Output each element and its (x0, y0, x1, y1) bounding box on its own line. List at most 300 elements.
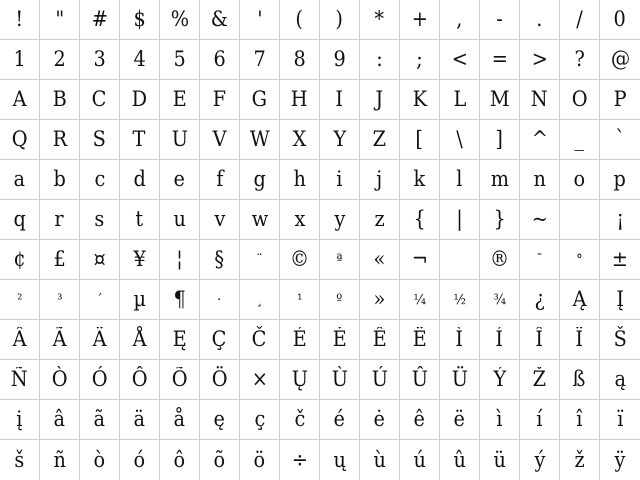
glyph-cell[interactable] (400, 360, 440, 400)
glyph: Č (252, 327, 267, 351)
glyph: ó (133, 447, 146, 472)
glyph-cell[interactable] (160, 160, 200, 200)
glyph-cell[interactable] (240, 400, 280, 440)
glyph: Ò (51, 367, 68, 391)
glyph: · (217, 291, 222, 308)
glyph: ¬ (411, 247, 428, 271)
glyph: i (336, 167, 343, 191)
glyph-cell[interactable] (520, 400, 560, 440)
glyph-cell[interactable] (280, 360, 320, 400)
glyph-cell[interactable] (520, 0, 560, 40)
glyph-cell[interactable] (120, 200, 160, 240)
glyph-cell[interactable] (160, 240, 200, 280)
glyph: g (253, 167, 266, 191)
glyph-cell[interactable] (0, 400, 40, 440)
glyph-cell[interactable] (440, 40, 480, 80)
glyph-cell[interactable] (440, 160, 480, 200)
glyph-cell[interactable] (400, 240, 440, 280)
glyph-cell[interactable] (40, 440, 80, 480)
glyph: x (294, 207, 305, 231)
glyph (456, 249, 463, 270)
glyph-cell[interactable] (80, 320, 120, 360)
glyph-cell[interactable] (160, 320, 200, 360)
glyph-cell[interactable] (0, 200, 40, 240)
glyph: ´ (96, 291, 103, 308)
glyph-cell[interactable] (120, 360, 160, 400)
glyph-cell[interactable] (280, 160, 320, 200)
glyph-cell[interactable] (200, 40, 240, 80)
glyph: Ą (572, 287, 587, 311)
glyph-cell[interactable] (560, 320, 600, 360)
glyph-cell[interactable] (80, 200, 120, 240)
glyph-cell[interactable] (280, 200, 320, 240)
glyph-cell[interactable] (320, 80, 360, 120)
glyph-cell[interactable] (200, 360, 240, 400)
glyph-cell[interactable] (440, 200, 480, 240)
glyph-cell[interactable] (80, 400, 120, 440)
glyph: v (214, 207, 225, 231)
glyph-cell[interactable] (200, 80, 240, 120)
glyph-cell[interactable] (400, 120, 440, 160)
glyph-cell[interactable] (520, 80, 560, 120)
glyph: ą (614, 367, 626, 391)
glyph-cell[interactable] (480, 80, 520, 120)
glyph-cell[interactable] (360, 360, 400, 400)
glyph: å (173, 407, 186, 431)
glyph-cell[interactable] (440, 360, 480, 400)
glyph-cell[interactable] (320, 200, 360, 240)
glyph-cell[interactable] (120, 120, 160, 160)
glyph: 1 (13, 47, 26, 71)
glyph-cell[interactable] (600, 120, 640, 160)
glyph-cell[interactable] (280, 120, 320, 160)
glyph: ± (611, 247, 629, 271)
glyph-cell[interactable] (320, 360, 360, 400)
glyph: Q (11, 127, 28, 151)
glyph-cell[interactable] (160, 200, 200, 240)
glyph-cell[interactable] (520, 40, 560, 80)
glyph-cell[interactable] (200, 440, 240, 480)
glyph-cell[interactable] (360, 440, 400, 480)
glyph-cell[interactable] (80, 160, 120, 200)
glyph-cell[interactable] (240, 280, 280, 320)
glyph-cell[interactable] (120, 280, 160, 320)
glyph: ž (574, 447, 585, 472)
glyph-cell[interactable] (320, 440, 360, 480)
glyph: # (91, 7, 108, 31)
glyph: % (170, 7, 189, 31)
glyph-cell[interactable] (320, 240, 360, 280)
glyph: _ (574, 127, 585, 151)
glyph: Z (372, 127, 387, 151)
glyph-cell[interactable] (600, 240, 640, 280)
glyph: Ä (92, 327, 107, 351)
glyph: Î (535, 327, 544, 351)
glyph-cell[interactable] (560, 360, 600, 400)
glyph-cell[interactable] (240, 440, 280, 480)
glyph: ų (333, 447, 346, 472)
glyph-cell[interactable] (0, 240, 40, 280)
glyph-cell[interactable] (400, 200, 440, 240)
glyph-cell[interactable] (400, 0, 440, 40)
glyph-cell[interactable] (80, 280, 120, 320)
glyph: B (52, 87, 67, 111)
glyph: u (173, 207, 186, 231)
glyph-cell[interactable] (240, 200, 280, 240)
glyph: ì (496, 407, 503, 431)
glyph-cell[interactable] (80, 440, 120, 480)
glyph: ë (453, 407, 466, 431)
glyph: Ę (172, 327, 187, 351)
glyph-cell[interactable] (0, 120, 40, 160)
glyph: * (374, 7, 385, 31)
glyph-cell[interactable] (320, 400, 360, 440)
glyph-cell[interactable] (600, 320, 640, 360)
glyph-cell[interactable] (320, 320, 360, 360)
glyph-cell[interactable] (0, 440, 40, 480)
glyph-cell[interactable] (280, 400, 320, 440)
glyph-cell[interactable] (40, 240, 80, 280)
glyph-cell[interactable] (520, 360, 560, 400)
glyph: k (413, 167, 426, 191)
glyph: × (251, 367, 268, 391)
glyph-cell[interactable] (120, 40, 160, 80)
glyph-cell[interactable] (600, 440, 640, 480)
glyph: ¼ (413, 291, 426, 308)
glyph-cell[interactable] (160, 280, 200, 320)
glyph-cell[interactable] (320, 40, 360, 80)
glyph: & (210, 7, 229, 31)
glyph-cell[interactable] (120, 160, 160, 200)
glyph-cell[interactable] (40, 280, 80, 320)
glyph: ] (495, 127, 504, 151)
glyph-cell[interactable] (320, 280, 360, 320)
glyph-cell[interactable] (0, 80, 40, 120)
glyph-cell[interactable] (480, 400, 520, 440)
glyph: ¿ (534, 287, 545, 311)
glyph-cell[interactable] (480, 440, 520, 480)
glyph-cell[interactable] (240, 240, 280, 280)
glyph-cell[interactable] (40, 120, 80, 160)
glyph-cell[interactable] (200, 200, 240, 240)
glyph-cell[interactable] (160, 120, 200, 160)
glyph: U (171, 127, 188, 151)
glyph-cell[interactable] (80, 40, 120, 80)
glyph-cell[interactable] (360, 240, 400, 280)
glyph-cell[interactable] (360, 280, 400, 320)
glyph-cell[interactable] (560, 440, 600, 480)
glyph-cell[interactable] (240, 120, 280, 160)
glyph-cell[interactable] (440, 400, 480, 440)
glyph: ę (213, 407, 226, 431)
glyph-cell[interactable] (200, 400, 240, 440)
glyph-cell[interactable] (280, 280, 320, 320)
glyph: ė (373, 407, 386, 431)
glyph-cell[interactable] (280, 320, 320, 360)
glyph-cell[interactable] (400, 440, 440, 480)
glyph-cell[interactable] (600, 160, 640, 200)
glyph-cell[interactable] (440, 80, 480, 120)
glyph: ã (93, 407, 106, 431)
glyph: Ë (412, 327, 427, 351)
glyph: â (53, 407, 66, 431)
glyph-cell[interactable] (200, 280, 240, 320)
glyph: E (172, 87, 187, 111)
glyph-cell[interactable] (520, 240, 560, 280)
glyph-cell[interactable] (360, 160, 400, 200)
glyph: Í (495, 327, 504, 351)
glyph-cell[interactable] (400, 40, 440, 80)
glyph-cell[interactable] (440, 440, 480, 480)
glyph-cell[interactable] (200, 240, 240, 280)
glyph: 6 (213, 47, 226, 71)
glyph-cell[interactable] (240, 0, 280, 40)
glyph-cell[interactable] (400, 80, 440, 120)
glyph-cell[interactable] (600, 80, 640, 120)
glyph: Ė (332, 327, 347, 351)
glyph-cell[interactable] (360, 400, 400, 440)
glyph: Š (613, 327, 627, 351)
glyph-cell[interactable] (40, 0, 80, 40)
glyph-cell[interactable] (560, 80, 600, 120)
glyph-cell[interactable] (240, 40, 280, 80)
glyph-cell[interactable] (520, 280, 560, 320)
glyph: a (13, 167, 26, 191)
glyph: Ï (575, 327, 584, 351)
glyph: A (12, 87, 27, 111)
glyph-cell[interactable] (480, 360, 520, 400)
glyph-cell[interactable] (360, 80, 400, 120)
glyph-cell[interactable] (40, 40, 80, 80)
glyph-cell[interactable] (520, 200, 560, 240)
glyph: : (376, 47, 383, 71)
glyph: / (576, 7, 583, 31)
glyph: \ (456, 127, 463, 151)
glyph-cell[interactable] (280, 80, 320, 120)
glyph: e (173, 167, 186, 191)
glyph-cell[interactable] (480, 280, 520, 320)
glyph: ¨ (256, 251, 263, 268)
glyph-cell[interactable] (40, 400, 80, 440)
glyph-cell[interactable] (0, 160, 40, 200)
glyph: n (533, 167, 546, 191)
glyph-cell[interactable] (120, 0, 160, 40)
glyph: d (133, 167, 146, 191)
glyph-cell[interactable] (0, 0, 40, 40)
glyph-cell[interactable] (80, 80, 120, 120)
glyph: ú (413, 447, 426, 472)
glyph: 8 (293, 47, 306, 71)
glyph-cell[interactable] (160, 40, 200, 80)
glyph: m (490, 167, 509, 191)
glyph-cell[interactable] (480, 320, 520, 360)
glyph: ï (616, 407, 624, 431)
glyph-cell[interactable] (480, 0, 520, 40)
glyph: T (133, 127, 146, 151)
glyph-cell[interactable] (200, 160, 240, 200)
glyph-cell[interactable] (560, 120, 600, 160)
glyph: 4 (133, 47, 146, 71)
glyph: ª (336, 251, 343, 268)
glyph-cell[interactable] (560, 0, 600, 40)
glyph-cell[interactable] (40, 160, 80, 200)
glyph-cell[interactable] (400, 400, 440, 440)
glyph: V (212, 127, 227, 151)
glyph-cell[interactable] (560, 40, 600, 80)
glyph-cell[interactable] (560, 240, 600, 280)
glyph-cell[interactable] (480, 40, 520, 80)
glyph: £ (53, 247, 66, 271)
glyph-cell[interactable] (240, 320, 280, 360)
glyph-cell[interactable] (520, 440, 560, 480)
glyph-cell[interactable] (560, 400, 600, 440)
glyph: ô (173, 447, 186, 472)
glyph: ) (335, 7, 344, 31)
glyph-cell[interactable] (120, 440, 160, 480)
glyph: ` (615, 127, 625, 151)
glyph-cell[interactable] (400, 160, 440, 200)
glyph-cell[interactable] (360, 0, 400, 40)
glyph-cell[interactable] (240, 80, 280, 120)
glyph: J (375, 87, 384, 111)
glyph-cell[interactable] (80, 360, 120, 400)
glyph: Ç (212, 327, 227, 351)
glyph-cell[interactable] (400, 320, 440, 360)
glyph-cell[interactable] (320, 120, 360, 160)
glyph: ç (254, 407, 265, 431)
glyph-cell[interactable] (40, 200, 80, 240)
glyph-cell[interactable] (480, 160, 520, 200)
glyph: ÷ (291, 447, 308, 472)
glyph: ² (16, 291, 23, 308)
glyph-cell[interactable] (360, 320, 400, 360)
glyph: h (293, 167, 306, 191)
glyph-cell[interactable] (120, 400, 160, 440)
glyph-cell[interactable] (200, 120, 240, 160)
glyph-cell[interactable] (600, 0, 640, 40)
glyph-cell[interactable] (360, 200, 400, 240)
glyph-cell[interactable] (440, 120, 480, 160)
glyph-cell[interactable] (560, 280, 600, 320)
glyph-cell[interactable] (240, 160, 280, 200)
glyph: " (55, 7, 64, 31)
glyph: ? (574, 47, 585, 71)
glyph-cell[interactable] (160, 80, 200, 120)
glyph-cell[interactable] (200, 320, 240, 360)
glyph-cell[interactable] (320, 160, 360, 200)
glyph: Ý (493, 367, 506, 391)
glyph: { (413, 207, 426, 231)
glyph-cell[interactable] (120, 80, 160, 120)
glyph-cell[interactable] (280, 240, 320, 280)
glyph-cell[interactable] (360, 120, 400, 160)
glyph-cell[interactable] (240, 360, 280, 400)
glyph: ! (15, 7, 24, 31)
glyph-cell[interactable] (600, 400, 640, 440)
glyph-cell[interactable] (440, 240, 480, 280)
glyph: Ô (131, 367, 148, 391)
glyph: Ó (91, 367, 108, 391)
glyph: Į (616, 287, 624, 311)
glyph-cell[interactable] (360, 40, 400, 80)
glyph-cell[interactable] (40, 80, 80, 120)
glyph: Ù (331, 367, 348, 391)
glyph-cell[interactable] (560, 200, 600, 240)
glyph: į (16, 407, 23, 431)
glyph: 3 (93, 47, 106, 71)
glyph: 9 (333, 47, 346, 71)
glyph-cell[interactable] (120, 320, 160, 360)
glyph-cell[interactable] (480, 200, 520, 240)
glyph-cell[interactable] (520, 120, 560, 160)
glyph: ¦ (176, 247, 183, 271)
glyph-cell[interactable] (320, 0, 360, 40)
glyph-cell[interactable] (600, 360, 640, 400)
glyph-cell[interactable] (280, 0, 320, 40)
glyph: c (94, 167, 105, 191)
glyph-cell[interactable] (480, 120, 520, 160)
glyph-cell[interactable] (80, 0, 120, 40)
glyph: w (251, 207, 268, 231)
glyph: ~ (531, 207, 548, 231)
glyph-cell[interactable] (440, 320, 480, 360)
glyph-cell[interactable] (40, 360, 80, 400)
glyph-cell[interactable] (160, 440, 200, 480)
glyph-cell[interactable] (280, 440, 320, 480)
glyph-cell[interactable] (0, 320, 40, 360)
glyph: b (53, 167, 66, 191)
glyph: Å (132, 327, 147, 351)
glyph-cell[interactable] (520, 320, 560, 360)
glyph: Ì (455, 327, 464, 351)
glyph: ò (93, 447, 106, 472)
glyph-cell[interactable] (520, 160, 560, 200)
glyph: D (131, 87, 148, 111)
glyph-cell[interactable] (400, 280, 440, 320)
glyph: ( (295, 7, 304, 31)
glyph-cell[interactable] (160, 0, 200, 40)
glyph-cell[interactable] (440, 0, 480, 40)
glyph-cell[interactable] (440, 280, 480, 320)
glyph-cell[interactable] (600, 280, 640, 320)
glyph: § (214, 247, 225, 271)
glyph: É (292, 327, 307, 351)
glyph: | (456, 207, 463, 231)
glyph: ä (133, 407, 146, 431)
glyph-cell[interactable] (200, 0, 240, 40)
glyph-cell[interactable] (0, 280, 40, 320)
glyph-cell[interactable] (40, 320, 80, 360)
glyph: Õ (171, 367, 188, 391)
glyph: j (376, 167, 383, 191)
glyph-cell[interactable] (160, 360, 200, 400)
glyph-cell[interactable] (0, 360, 40, 400)
glyph-cell[interactable] (80, 240, 120, 280)
glyph-cell[interactable] (480, 240, 520, 280)
glyph: K (412, 87, 427, 111)
glyph-cell[interactable] (80, 120, 120, 160)
glyph-cell[interactable] (560, 160, 600, 200)
glyph-cell[interactable] (600, 200, 640, 240)
glyph-cell[interactable] (280, 40, 320, 80)
glyph: [ (415, 127, 424, 151)
glyph: ' (256, 7, 263, 31)
glyph-cell[interactable] (600, 40, 640, 80)
glyph-cell[interactable] (120, 240, 160, 280)
glyph: Y (333, 127, 346, 151)
glyph-cell[interactable] (0, 40, 40, 80)
glyph-cell[interactable] (160, 400, 200, 440)
